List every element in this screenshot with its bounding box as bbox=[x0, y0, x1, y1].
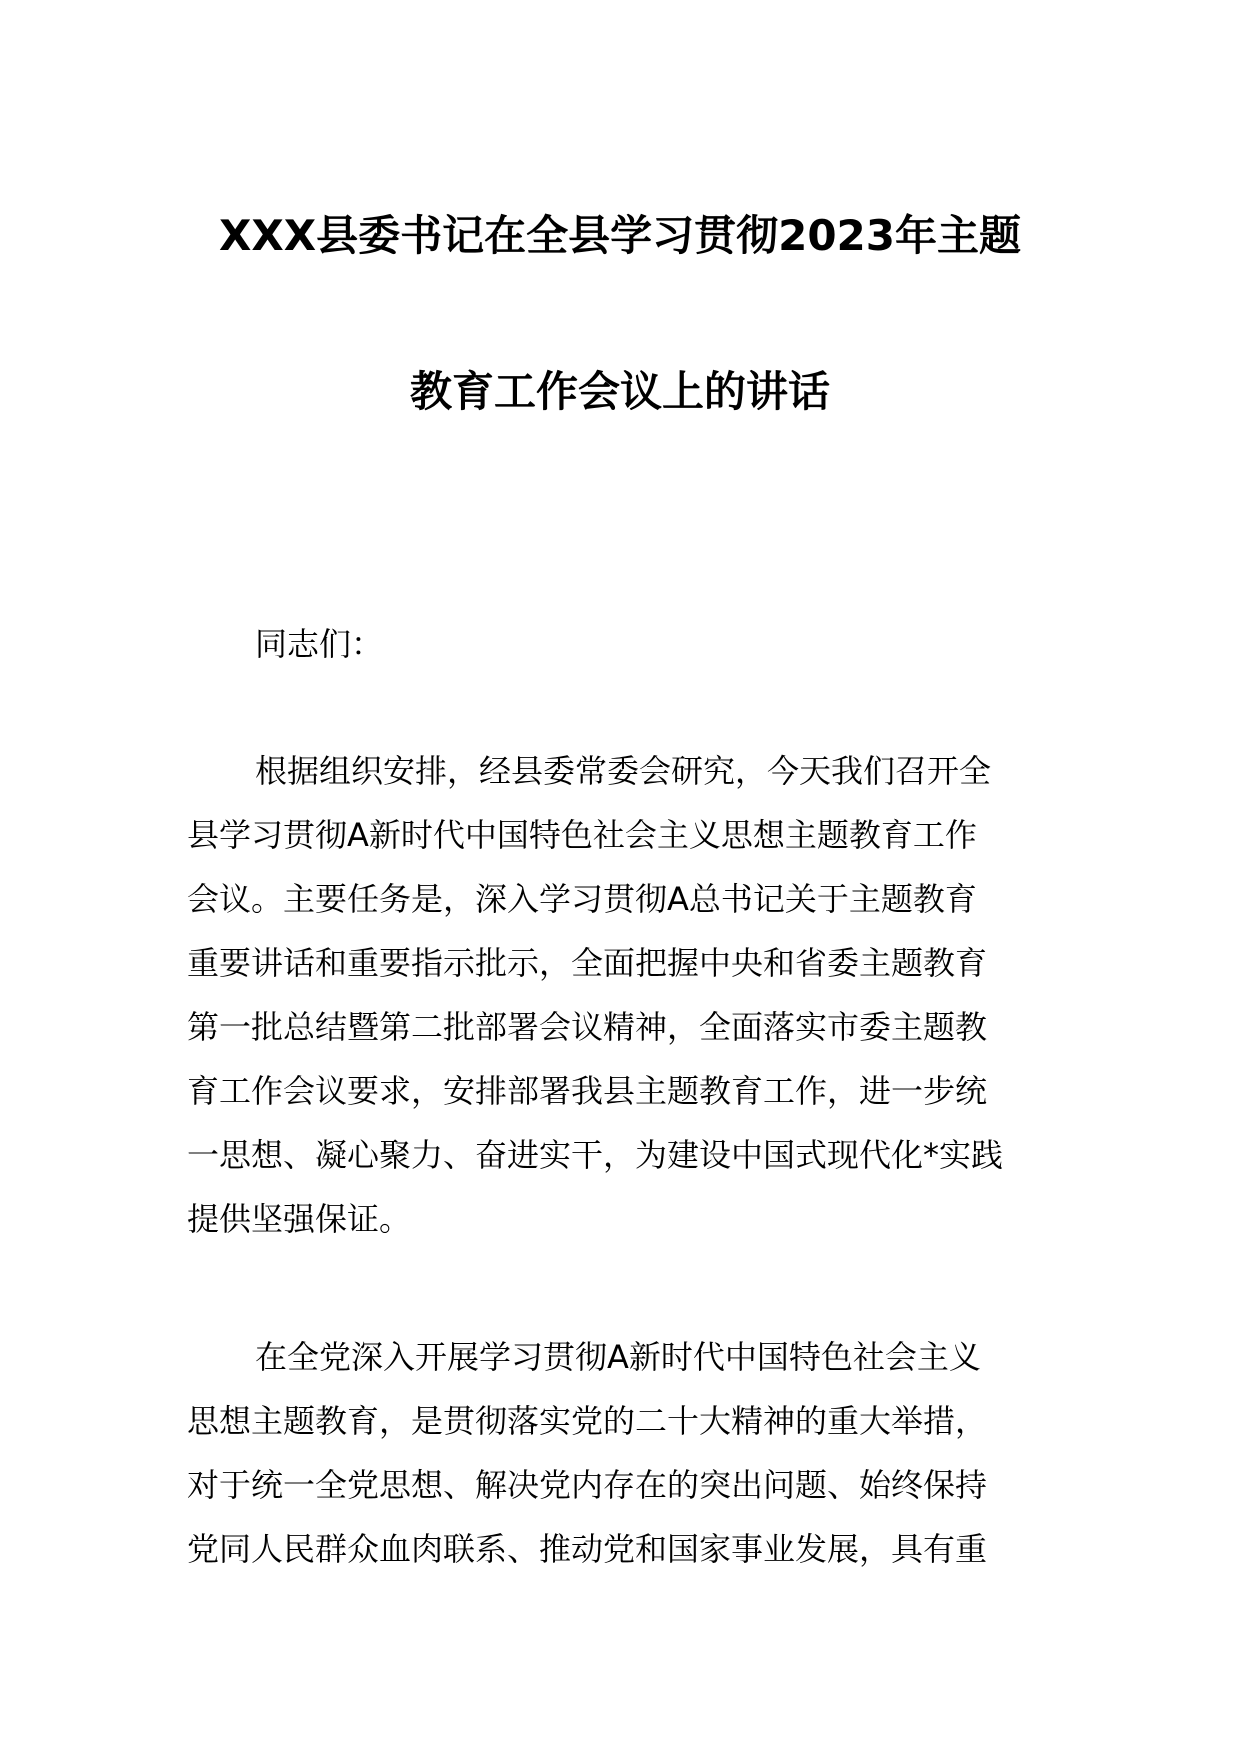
paragraph-2-line: 思想主题教育，是贯彻落实党的二十大精神的重大举措， bbox=[187, 1402, 988, 1440]
paragraph-1 bbox=[187, 739, 1053, 1251]
paragraph-2-line: 在全党深入开展学习贯彻A新时代中国特色社会主义 bbox=[255, 1338, 981, 1376]
paragraph-2-line: 对于统一全党思想、解决党内存在的突出问题、始终保持 bbox=[187, 1466, 988, 1504]
document-title-line-1: XXX县委书记在全县学习贯彻2023年主题 bbox=[218, 211, 1022, 260]
paragraph-1-line: 提供坚强保证。 bbox=[187, 1200, 412, 1238]
paragraph-1-line: 根据组织安排，经县委常委会研究，今天我们召开全 bbox=[255, 752, 992, 790]
paragraph-2-line: 党同人民群众血肉联系、推动党和国家事业发展，具有重 bbox=[187, 1530, 988, 1568]
salutation: 同志们： bbox=[255, 625, 384, 663]
paragraph-1-line: 县学习贯彻A新时代中国特色社会主义思想主题教育工作 bbox=[187, 816, 977, 854]
paragraph-1-line: 会议。主要任务是，深入学习贯彻A总书记关于主题教育 bbox=[187, 880, 977, 918]
paragraph-2 bbox=[187, 1325, 1053, 1581]
paragraph-1-line: 第一批总结暨第二批部署会议精神，全面落实市委主题教 bbox=[187, 1008, 988, 1046]
paragraph-1-line: 重要讲话和重要指示批示，全面把握中央和省委主题教育 bbox=[187, 944, 988, 982]
document-title-line-2: 教育工作会议上的讲话 bbox=[409, 367, 830, 416]
paragraph-1-line: 育工作会议要求，安排部署我县主题教育工作，进一步统 bbox=[187, 1072, 988, 1110]
paragraph-1-line: 一思想、凝心聚力、奋进实干，为建设中国式现代化*实践 bbox=[187, 1136, 1004, 1174]
